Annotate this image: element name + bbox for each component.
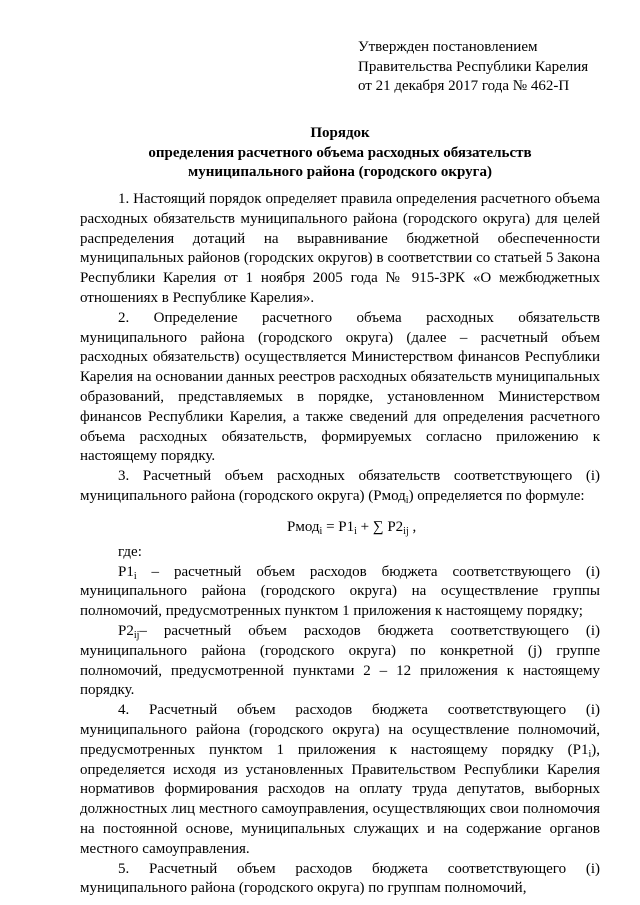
- document-title: [80, 124, 600, 183]
- approval-stamp: [358, 38, 628, 97]
- document-body: [80, 190, 600, 899]
- formula: [80, 517, 600, 537]
- paragraph-4: [80, 701, 600, 859]
- formula-term-2-subscript: ij: [403, 525, 409, 537]
- definition-p1i: [80, 563, 600, 622]
- definition-p1i-text: – расчетный объем расходов бюджета соответствующего (i) муниципального района (городского округа) на осуществление группы полномочий, предусмотренных пунктом 1 приложения к настоящему порядку;: [80, 563, 600, 620]
- definition-p2ij-subscript: ij: [133, 629, 140, 641]
- definition-p2ij: [80, 622, 600, 701]
- formula-term-2: Р2: [387, 518, 404, 535]
- title-line-3: муниципального района (городского округа): [188, 164, 492, 180]
- formula-plus-sum: + ∑: [356, 518, 388, 535]
- where-label: где:: [118, 543, 142, 560]
- formula-tail: ,: [408, 518, 417, 535]
- paragraph-3-start: 3. Расчетный объем расходных обязательств соответствующего (i) муниципального района (городского округа) (Рмод: [80, 468, 600, 504]
- paragraph-4-subscript: i: [588, 748, 592, 760]
- title-line-1: Порядок: [310, 125, 370, 141]
- approval-line-1: Утвержден постановлением: [358, 39, 538, 55]
- paragraph-4-start: 4. Расчетный объем расходов бюджета соответствующего (i) муниципального района (городского округа) на осуществление полномочий, предусмотренных пунктом 1 приложения к настоящему порядку (Р1: [80, 702, 600, 758]
- paragraph-3-end: ) определяется по формуле:: [408, 487, 585, 504]
- paragraph-1: 1. Настоящий порядок определяет правила определения расчетного объема расходных обязательств муниципального района (городского округа) для целей распределения дотаций на выравнивание бюджетной обеспеченности муниципальных районов (городских округов) в соответствии со статьей 5 Закона Республики Карелия от 1 ноября 2005 года № 915-ЗРК «О межбюджетных отношениях в Республике Карелия».: [80, 191, 600, 306]
- title-line-2: определения расчетного объема расходных обязательств: [148, 144, 532, 161]
- formula-term-1: Р1: [338, 518, 355, 535]
- definition-p1i-label: Р1: [118, 563, 134, 580]
- definition-p2ij-label: Р2: [118, 622, 134, 639]
- formula-equals: =: [322, 518, 339, 535]
- paragraph-3: [80, 467, 600, 507]
- paragraph-4-end: ), определяется исходя из установленных Правительством Республики Карелия нормативов формирования расходов на оплату труда депутатов, выборных должностных лиц местного самоуправления, осуществляющих свои полномочия на постоянной основе, муниципальных служащих и на содержание органов местного самоуправления.: [80, 741, 600, 857]
- formula-lhs: Рмод: [287, 518, 320, 535]
- approval-line-2: Правительства Республики Карелия: [358, 58, 589, 75]
- approval-line-3: от 21 декабря 2017 года № 462-П: [358, 78, 570, 94]
- definition-p1i-subscript: i: [133, 570, 137, 582]
- paragraph-2: 2. Определение расчетного объема расходных обязательств муниципального района (городского округа) (далее – расчетный объем расходных обязательств) осуществляется Министерством финансов Республики Карелия на основании данных реестров расходных обязательств муниципальных образований, представляемых в порядке, установленном Министерством финансов Республики Карелия, а также сведений для определения расчетного объема расходных обязательств, формируемых согласно приложению к настоящему порядку.: [80, 309, 600, 465]
- paragraph-3-subscript: i: [405, 494, 409, 506]
- definition-p2ij-text: – расчетный объем расходов бюджета соответствующего (i) муниципального района (городского округа) по конкретной (j) группе полномочий, предусмотренной пунктами 2 – 12 приложения к настоящему порядку.: [80, 622, 600, 699]
- formula-term-1-subscript: i: [354, 525, 357, 537]
- formula-lhs-subscript: i: [319, 525, 323, 537]
- paragraph-5: 5. Расчетный объем расходов бюджета соответствующего (i) муниципального района (городского округа) по группам полномочий,: [80, 860, 600, 897]
